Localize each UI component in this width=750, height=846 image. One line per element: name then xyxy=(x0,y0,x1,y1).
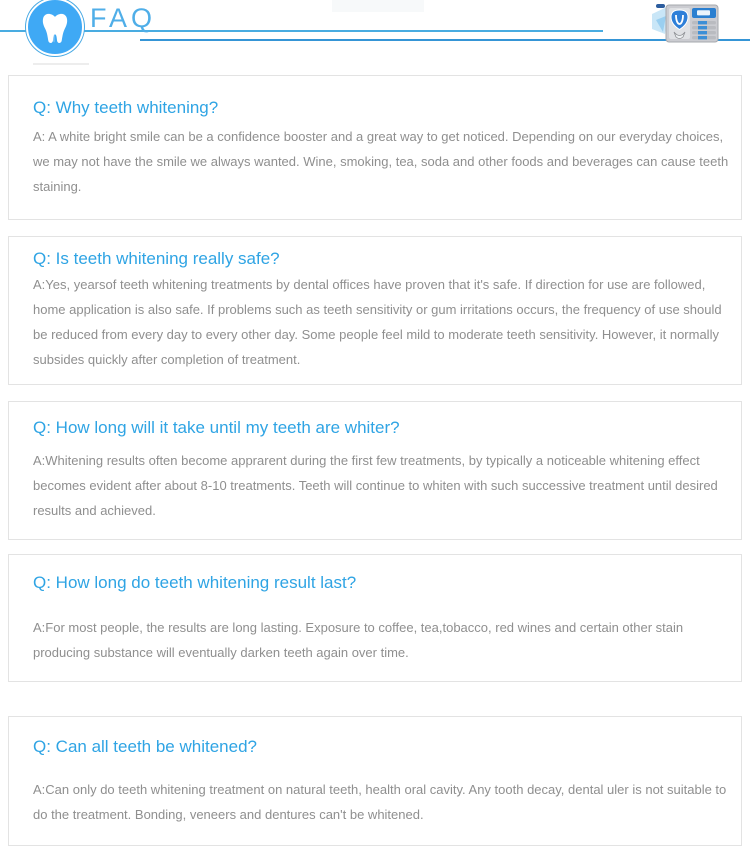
faq-question: Q: Can all teeth be whitened? xyxy=(33,737,257,756)
faq-question: Q: How long will it take until my teeth are whiter? xyxy=(33,418,400,437)
faq-answer: A:Yes, yearsof teeth whitening treatments by dental offices have proven that it's safe. If direction for use are followed, home application is also safe. If problems such as teeth sensitivity or gum irritations occurs, the frequency of use should be reduced from every day to every other day. Some people feel mild to moderate teeth sensitivity. However, it normally subsides quickly after completion of treatment. xyxy=(33,277,722,367)
faq-item xyxy=(8,75,742,220)
cropped-divider-remnant xyxy=(33,63,89,65)
faq-list xyxy=(0,75,750,846)
page-title: FAQ xyxy=(90,3,157,33)
faq-answer: A:Can only do teeth whitening treatment on natural teeth, health oral cavity. Any tooth decay, dental uler is not suitable to do the treatment. Bonding, veneers and dentures can't be whitened. xyxy=(33,782,727,822)
whitening-kit-thumbnail-icon xyxy=(652,2,722,44)
faq-question: Q: Is teeth whitening really safe? xyxy=(33,249,280,268)
faq-item xyxy=(8,401,742,540)
faq-answer: A: A white bright smile can be a confidence booster and a great way to get noticed. Depending on our everyday choices, we may not have the smile we always wanted. Wine, smoking, tea, soda and other foods and beverages can cause teeth staining. xyxy=(33,129,729,194)
faq-answer: A:Whitening results often become apprarent during the first few treatments, by typically a noticeable whitening effect becomes evident after about 8-10 treatments. Teeth will continue to whiten with such successive treatment until desired results and achieved. xyxy=(33,453,718,518)
faq-item xyxy=(8,716,742,846)
faq-header xyxy=(0,0,750,75)
faq-question: Q: Why teeth whitening? xyxy=(33,98,219,117)
faq-item xyxy=(8,554,742,682)
tooth-icon xyxy=(37,9,73,45)
faq-question: Q: How long do teeth whitening result last? xyxy=(33,573,357,592)
faq-item xyxy=(8,236,742,385)
tooth-logo-badge xyxy=(26,0,84,56)
faq-answer: A:For most people, the results are long lasting. Exposure to coffee, tea,tobacco, red wines and certain other stain producing substance will eventually darken teeth again over time. xyxy=(33,620,684,660)
cropped-content-remnant xyxy=(332,0,424,12)
